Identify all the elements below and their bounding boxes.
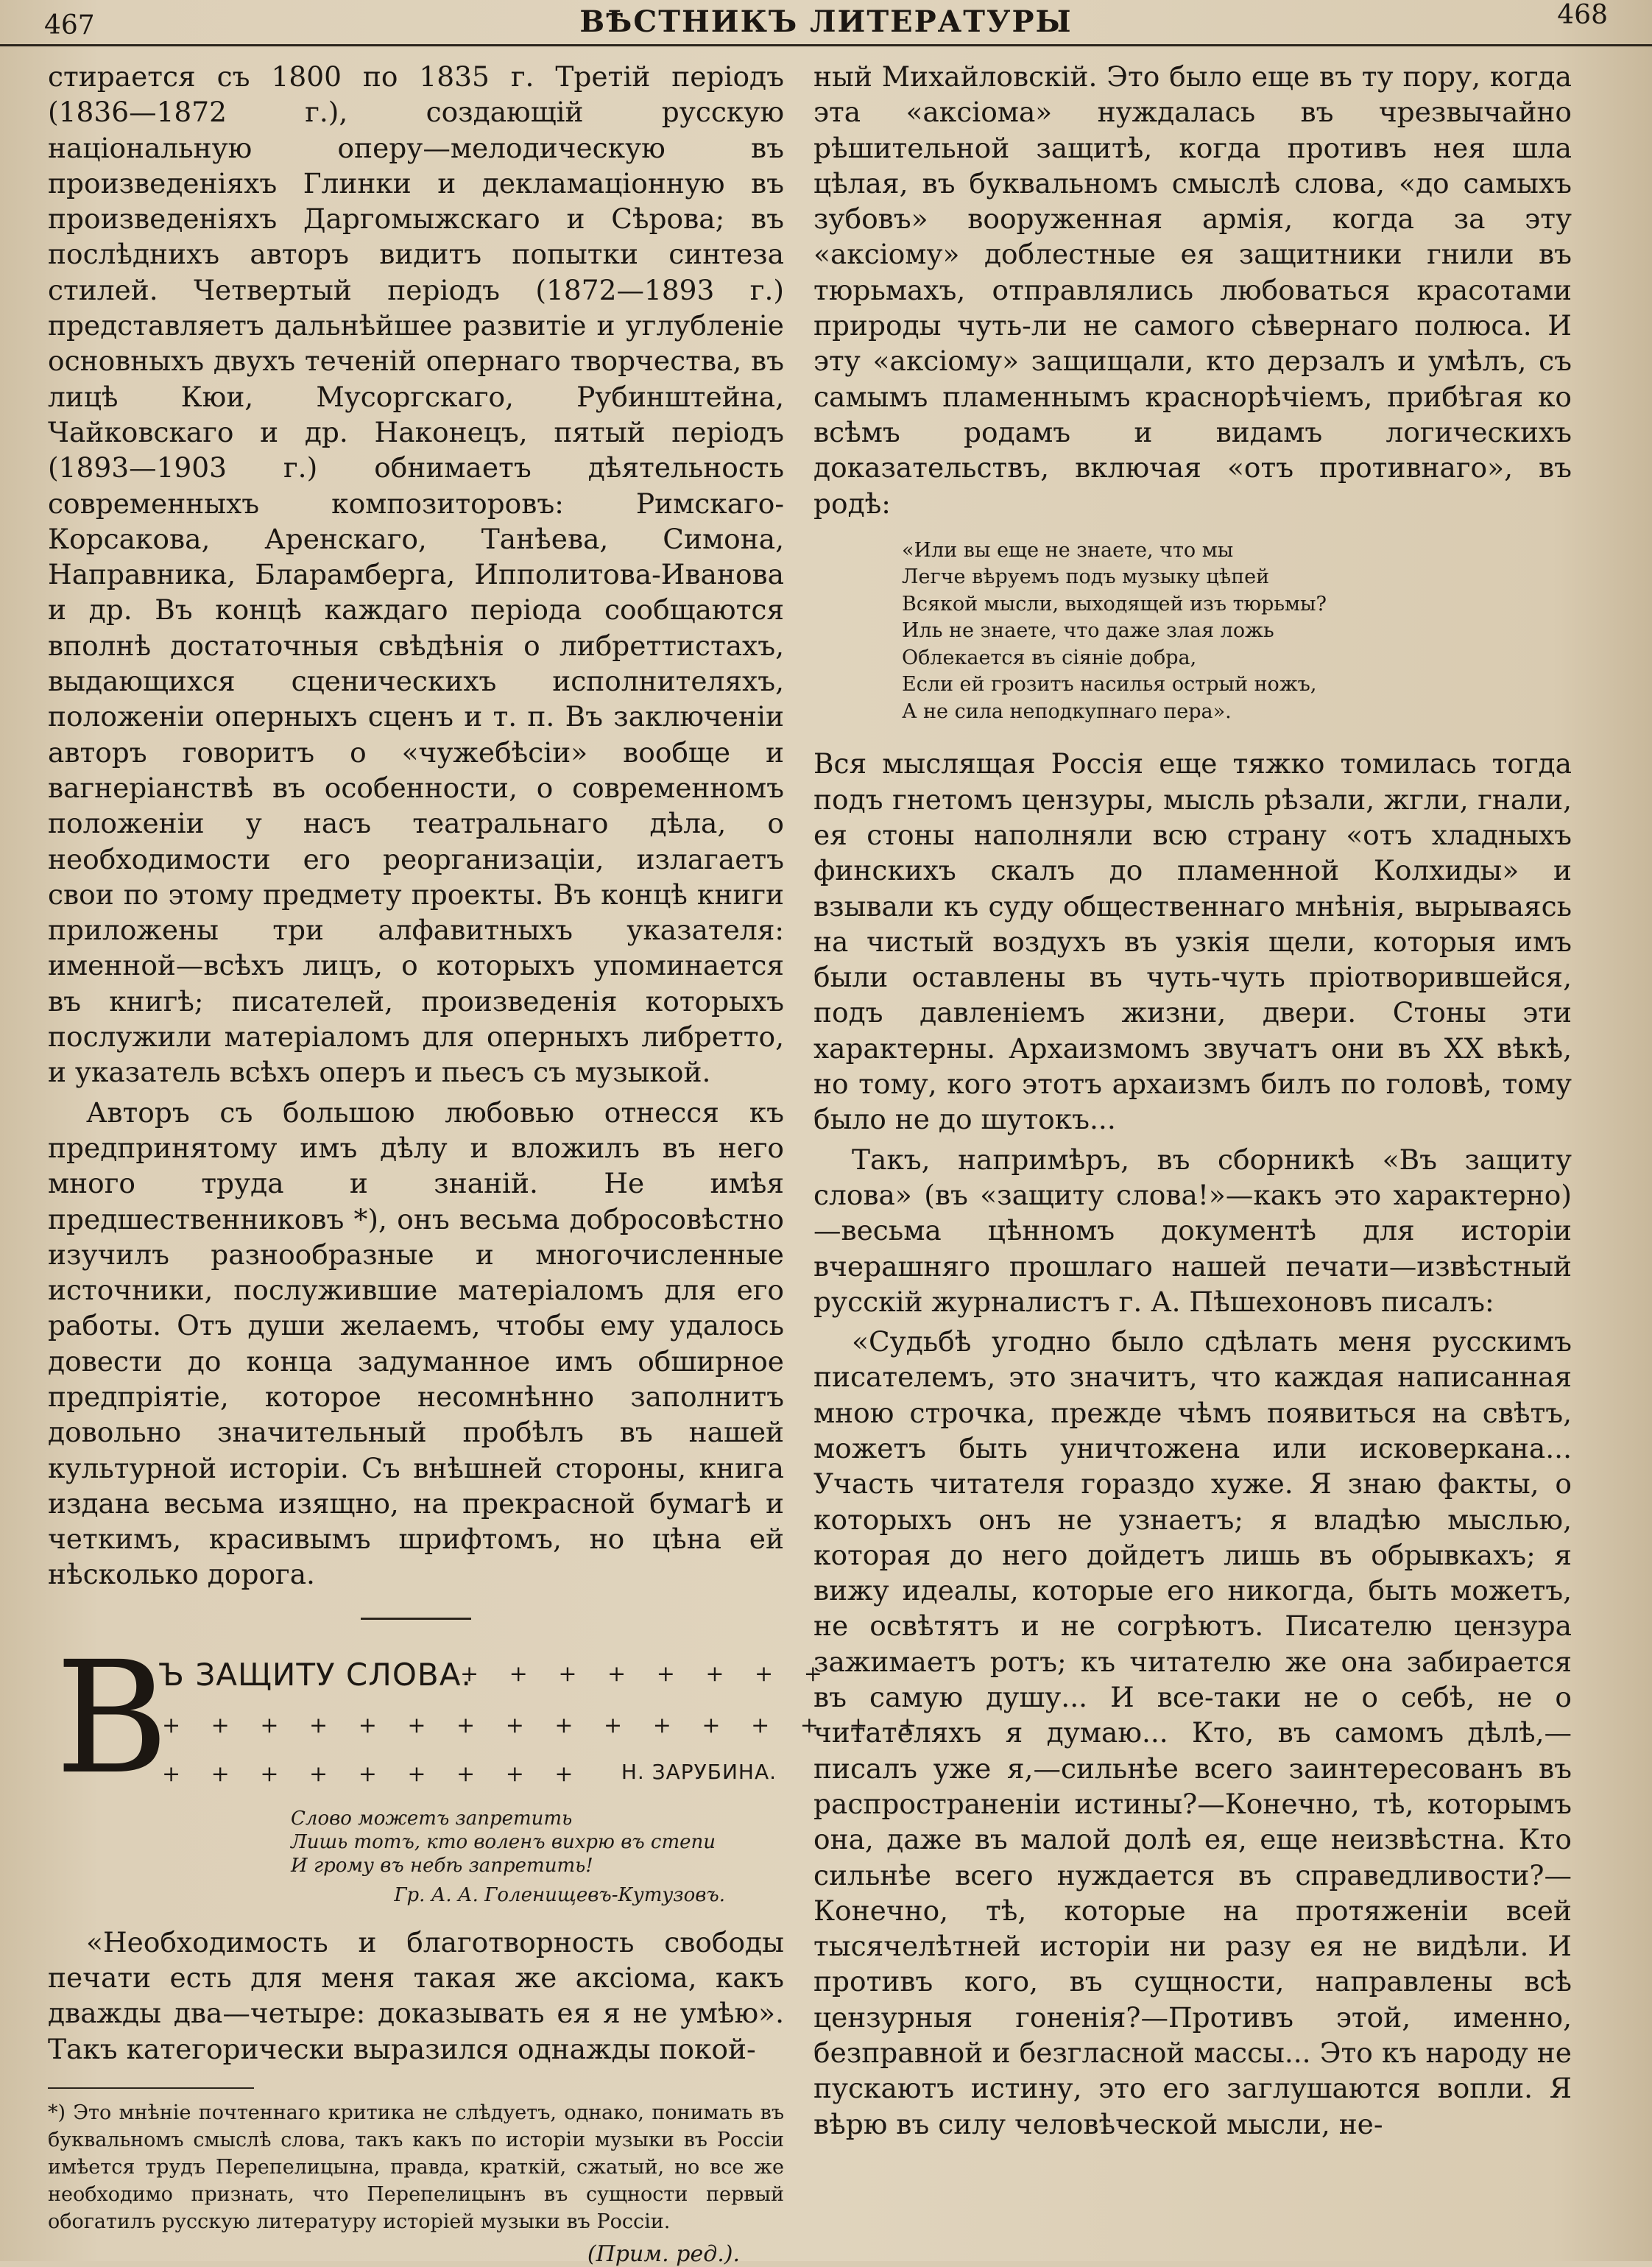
footnote-signature: (Прим. ред.).: [587, 2240, 740, 2267]
ornament-crosses: + + + + + + + + +: [162, 1760, 585, 1787]
epigraph-attribution: Гр. А. А. Голенищевъ-Кутузовъ.: [394, 1883, 725, 1906]
page-number-right: 468: [1557, 0, 1608, 30]
page-header: [0, 0, 1652, 46]
body-paragraph: стирается съ 1800 по 1835 г. Третій періодъ (1836—1872 г.), создающій русскую національную оперу—мелодическую въ произведеніяхъ Глинки и декламаціонную въ произведеніяхъ Даргомыжскаго и Сѣрова; въ послѣднихъ авторъ видитъ попытки синтеза стилей. Четвертый періодъ (1872—1893 г.) представляетъ дальнѣйшее развитіе и углубленіе основныхъ двухъ теченій опернаго творчества, въ лицѣ Кюи, Мусоргскаго, Рубинштейна, Чайковскаго и др. Наконецъ, пятый періодъ (1893—1903 г.) обнимаетъ дѣятельность современныхъ композиторовъ: Римскаго-Корсакова, Аренскаго, Танѣева, Симона, Направника, Бларамберга, Ипполитова-Иванова и др. Въ концѣ каждаго періода сообщаются вполнѣ достаточныя свѣдѣнія о либреттистахъ, выдающихся сценическихъ исполнителяхъ, положеніи оперныхъ сценъ и т. п. Въ заключеніи авторъ говоритъ о «чужебѣсіи» вообще и вагнеріанствѣ въ особенности, о современномъ положеніи у насъ театральнаго дѣла, о необходимости его реорганизаціи, излагаетъ свои по этому предмету проекты. Въ концѣ книги приложены три алфавитныхъ указателя: именной—всѣхъ лицъ, о которыхъ упоминается въ книгѣ; писателей, произведенія которыхъ послужили матеріаломъ для оперныхъ либретто, и указатель всѣхъ оперъ и пьесъ съ музыкой.: [48, 60, 784, 1089]
footnote-divider: [48, 2087, 254, 2089]
page-number-left: 467: [44, 10, 95, 40]
body-paragraph: ный Михайловскій. Это было еще въ ту пору, когда эта «аксіома» нуждалась въ чрезвычайно рѣшительной защитѣ, когда противъ нея шла цѣлая, въ буквальномъ смыслѣ слова, «до самыхъ зубовъ» вооруженная армія, когда за эту «аксіому» доблестные ея защитники гнили въ тюрьмахъ, отправлялись любоваться красотами природы чуть-ли не самого сѣвернаго полюса. И эту «аксіому» защищали, кто дерзалъ и умѣлъ, съ самымъ пламеннымъ краснорѣчіемъ, прибѣгая ко всѣмъ родамъ и видамъ логическихъ доказательствъ, включая «отъ противнаго», въ родѣ:: [813, 60, 1572, 520]
ornament-crosses: + + + + + + + +: [460, 1660, 834, 1687]
body-paragraph: «Необходимость и благотворность свободы печати есть для меня такая же аксіома, какъ дважды два—четыре: доказывать ея я не умѣю». Такъ категорически выразился однажды покой-: [48, 1925, 784, 2065]
footnote: *) Это мнѣніе почтеннаго критика не слѣдуетъ, однако, понимать въ буквальномъ смыслѣ слова, такъ какъ по исторіи музыки въ Россіи имѣется трудъ Перепелицына, правда, краткій, сжатый, но все же необходимо признать, что Перепелицынъ въ сущности первый обогатилъ русскую литературу исторіей музыки въ Россіи.: [48, 2101, 784, 2233]
poem-line: Иль не знаете, что даже злая ложь: [902, 619, 1274, 643]
drop-cap: В: [55, 1627, 169, 1808]
epigraph-line: И грому въ небѣ запретить!: [291, 1854, 593, 1877]
poem-line: А не сила неподкупнаго пера».: [902, 699, 1232, 723]
poem-line: Облекается въ сіяніе добра,: [902, 646, 1197, 669]
poem-line: Всякой мысли, выходящей изъ тюрьмы?: [902, 592, 1327, 616]
poem-line: Легче вѣруемъ подъ музыку цѣпей: [902, 565, 1270, 589]
journal-title: ВѢСТНИКЪ ЛИТЕРАТУРЫ: [579, 4, 1073, 39]
section-author: Н. ЗАРУБИНА.: [621, 1759, 777, 1784]
section-title: Ъ ЗАЩИТУ СЛОВА.: [158, 1656, 472, 1693]
body-paragraph: Такъ, напримѣръ, въ сборникѣ «Въ защиту слова» (въ «защиту слова!»—какъ это характерно)—весьма цѣнномъ документѣ для исторіи вчерашняго прошлаго нашей печати—извѣстный русскій журналистъ г. А. Пѣшехоновъ писалъ:: [813, 1143, 1572, 1318]
section-divider: [361, 1618, 471, 1620]
body-paragraph: Вся мыслящая Россія еще тяжко томилась тогда подъ гнетомъ цензуры, мысль рѣзали, жгли, гнали, ея стоны наполняли всю страну «отъ хладныхъ финскихъ скалъ до пламенной Колхиды» и взывали къ суду общественнаго мнѣнія, вырываясь на чистый воздухъ въ узкія щели, которыя имъ были оставлены въ чуть-чуть пріотворившейся, подъ давленіемъ жизни, двери. Стоны эти характерны. Архаизмомъ звучатъ они въ XX вѣкѣ, но тому, кого этотъ архаизмъ билъ по головѣ, тому было не до шутокъ...: [813, 747, 1572, 1136]
body-paragraph: Авторъ съ большою любовью отнесся къ предпринятому имъ дѣлу и вложилъ въ него много труда и знаній. Не имѣя предшественниковъ *), онъ весьма добросовѣстно изучилъ разнообразные и многочисленные источники, послужившие матеріаломъ для его работы. Отъ души желаемъ, чтобы ему удалось довести до конца задуманное имъ обширное предпріятіе, которое несомнѣнно заполнитъ довольно значительный пробѣлъ въ нашей культурной исторіи. Съ внѣшней стороны, книга издана весьма изящно, на прекрасной бумагѣ и четкимъ, красивымъ шрифтомъ, но цѣна ей нѣсколько дорога.: [48, 1096, 784, 1591]
poem-line: «Или вы еще не знаете, что мы: [902, 538, 1234, 562]
poem-line: Если ей грозитъ насилья острый ножъ,: [902, 673, 1317, 697]
ornament-crosses: + + + + + + + + + + + + + + + +: [162, 1712, 929, 1738]
epigraph-line: Слово можетъ запретить: [291, 1807, 573, 1830]
epigraph: [291, 1807, 784, 1907]
section-heading: [48, 1627, 929, 1808]
left-column: [48, 59, 929, 2267]
poem-quote: [902, 537, 1572, 726]
epigraph-line: Лишь тотъ, кто воленъ вихрю въ степи: [291, 1830, 716, 1853]
body-paragraph: «Судьбѣ угодно было сдѣлать меня русскимъ писателемъ, это значитъ, что каждая написанная мною строчка, прежде чѣмъ появиться на свѣтъ, можетъ быть уничтожена или исковеркана... Участь читателя гораздо хуже. Я знаю факты, о которыхъ онъ не узнаетъ; я владѣю мыслью, которая до него дойдетъ лишь въ обрывкахъ; я вижу идеалы, которые его никогда, быть можетъ, не освѣтятъ и не согрѣютъ. Писателю цензура зажимаетъ ротъ; къ читателю же она забирается въ самую душу... И все-таки не о себѣ, не о читателяхъ я думаю... Кто, въ самомъ дѣлѣ,—писалъ уже я,—сильнѣе всего заинтересованъ въ распространеніи истины?—Конечно, тѣ, которымъ она, даже въ малой долѣ ея, еще неизвѣстна. Кто сильнѣе всего нуждается въ справедливости?—Конечно, тѣ, которые на протяженіи всей тысячелѣтней исторіи ни разу ея не видѣли. И противъ кого, въ сущности, направлены всѣ цензурныя гоненія?—Противъ этой, именно, безправной и безгласной массы... Это къ народу не пускаютъ истину, это его заглушаются вопли. Я вѣрю въ силу человѣческой мысли, не-: [813, 1325, 1572, 2140]
right-column: [813, 59, 1572, 2146]
